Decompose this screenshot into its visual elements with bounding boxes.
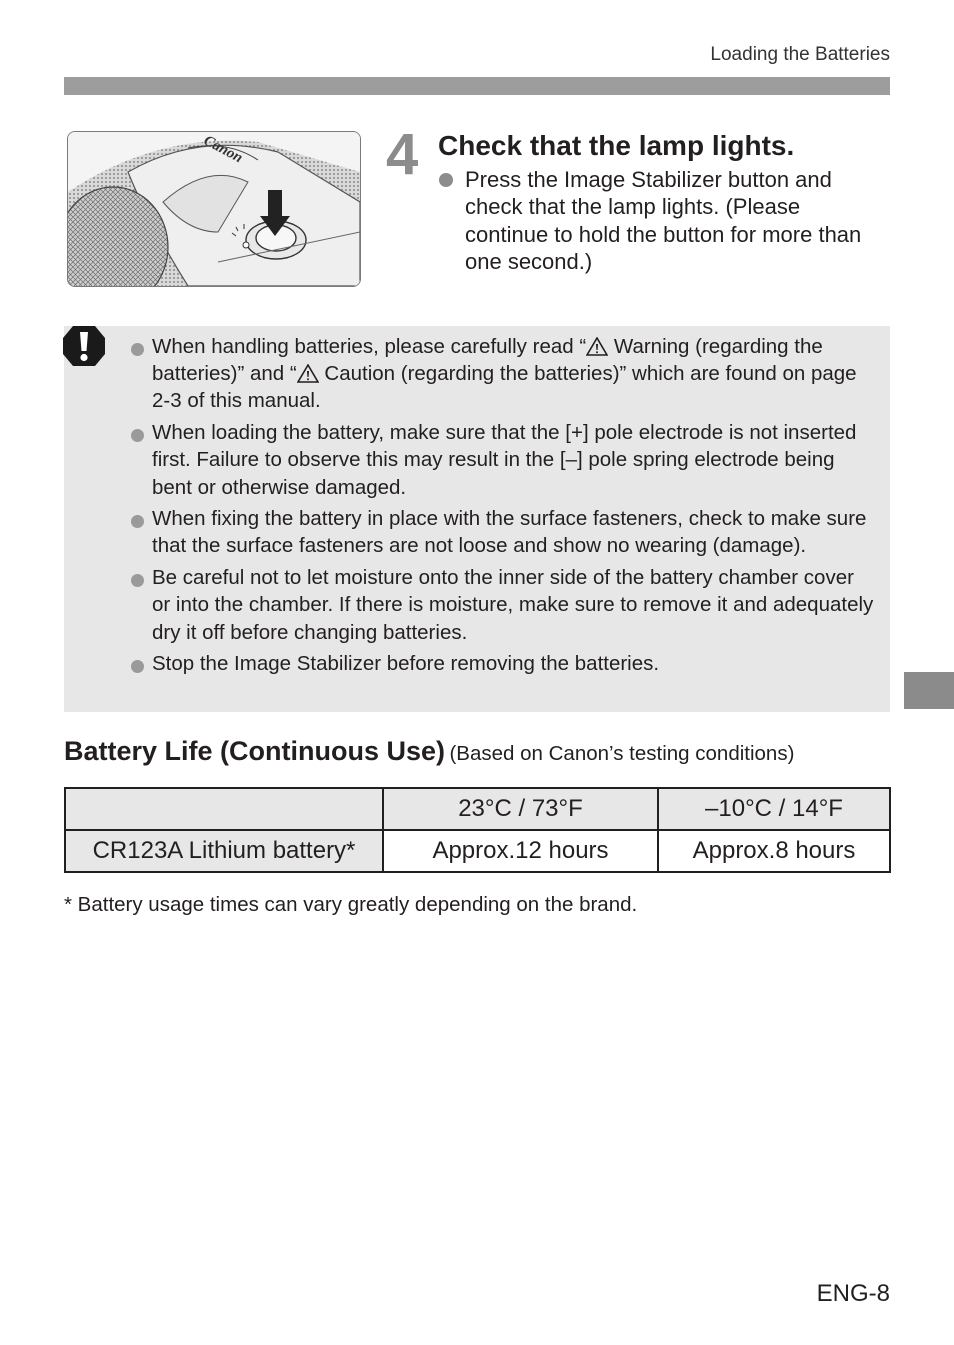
caution-text: Be careful not to let moisture onto the inner side of the battery chamber cover or into the chamber. If there is moisture, make sure to remove it and adequately dry it off before changing batteries. (152, 566, 874, 644)
table-header-cell (65, 788, 383, 830)
side-tab-marker (904, 672, 954, 709)
step-title: Check that the lamp lights. (438, 130, 795, 161)
bullet-dot-icon (131, 515, 144, 528)
section-title: Battery Life (Continuous Use) (64, 736, 446, 766)
table-header-cell: –10°C / 14°F (658, 788, 890, 830)
bullet-dot-icon (131, 660, 144, 673)
warning-triangle-icon (297, 364, 319, 383)
step-number: 4 (386, 122, 419, 187)
table-cell: Approx.12 hours (383, 830, 658, 872)
caution-text-part: Caution (regarding the batteries)” which are found on page 2-3 of this manual. (152, 362, 857, 413)
list-item (130, 419, 875, 501)
section-heading (64, 736, 794, 767)
table-header-row (65, 788, 890, 830)
caution-text: When fixing the battery in place with the surface fasteners, check to make sure that the surface fasteners are not loose and show no wearing (damage). (152, 507, 867, 558)
caution-text: Stop the Image Stabilizer before removing the batteries. (152, 652, 660, 676)
step-instruction: Press the Image Stabilizer button and check that the lamp lights. (Please continue to hold the button for more than one second.) (465, 167, 862, 274)
bullet-dot-icon (131, 574, 144, 587)
list-item (130, 505, 875, 559)
bullet-dot-icon (439, 173, 453, 187)
list-item (130, 333, 875, 415)
table-header-cell: 23°C / 73°F (383, 788, 658, 830)
caution-text-part: Warning (regarding the batteries)” and “ (152, 335, 823, 386)
header-bar (64, 77, 890, 95)
table-cell: Approx.8 hours (658, 830, 890, 872)
list-item (130, 650, 875, 677)
caution-list (130, 333, 875, 682)
caution-text-part: When handling batteries, please carefully read “ (152, 335, 587, 358)
footnote: * Battery usage times can vary greatly depending on the brand. (64, 893, 638, 916)
list-item (130, 564, 875, 646)
page-number: ENG-8 (816, 1280, 890, 1307)
bullet-dot-icon (131, 429, 144, 442)
camera-button-illustration (67, 131, 361, 287)
caution-text: When loading the battery, make sure that the [+] pole electrode is not inserted first. Failure to observe this may result in the [–] pole spring electrode being bent or otherwise damaged. (152, 421, 857, 499)
bullet-dot-icon (131, 343, 144, 356)
table-row (65, 830, 890, 872)
warning-triangle-icon (586, 337, 608, 356)
table-row-label: CR123A Lithium battery* (65, 830, 383, 872)
battery-life-table (64, 787, 891, 873)
section-subtitle: (Based on Canon’s testing conditions) (449, 742, 795, 765)
running-header: Loading the Batteries (710, 44, 890, 65)
caution-exclamation-icon (63, 326, 105, 366)
canon-logo: Canon (200, 132, 246, 167)
